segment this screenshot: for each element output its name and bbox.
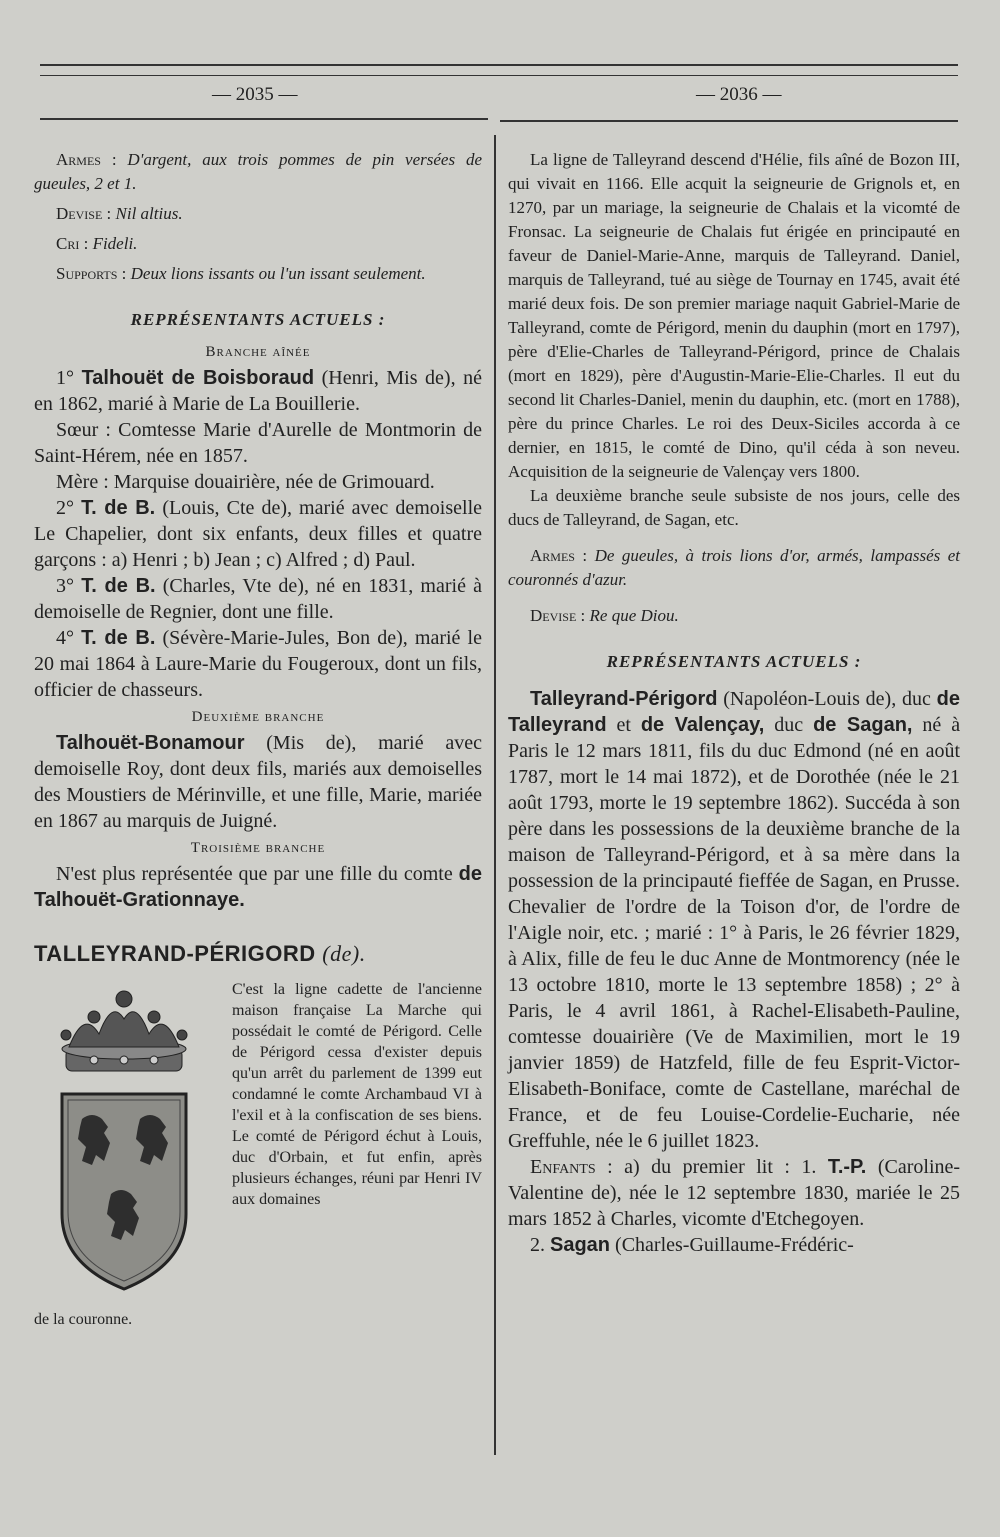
entry-text: (Charles-Guillaume-Frédéric- bbox=[615, 1234, 854, 1256]
entry-2 bbox=[34, 495, 482, 573]
branch-paragraph: La deuxième branche seule subsiste de nos jours, celle des ducs de Talleyrand, de Sagan, etc. bbox=[508, 486, 960, 529]
family-title-suffix: (de). bbox=[322, 941, 366, 966]
entry-name: T. de B. bbox=[81, 575, 156, 597]
entry-number: 4° bbox=[56, 627, 74, 649]
enfants-text: : a) du premier lit : 1. bbox=[607, 1156, 817, 1178]
entry-number: 2° bbox=[56, 497, 74, 519]
enfants-text-b: (Caroline-Valentine de), née le 12 septembre 1830, mariée le 25 mars 1852 à Charles, vicomte d'Etchegoyen. bbox=[508, 1156, 961, 1230]
enfants-entry bbox=[508, 1154, 960, 1232]
last-entry bbox=[508, 1232, 960, 1258]
header-rule-right bbox=[500, 120, 958, 122]
enfants-label: Enfants bbox=[530, 1156, 596, 1178]
section-heading: REPRÉSENTANTS ACTUELS : bbox=[130, 310, 386, 329]
entry-conjunction: et bbox=[616, 714, 631, 736]
top-rule bbox=[40, 64, 958, 66]
devise-label: Devise bbox=[530, 606, 577, 625]
armes-label: Armes bbox=[56, 150, 101, 169]
family-title bbox=[34, 941, 482, 967]
entry-text: (Charles, Vte de), né en 1831, marié à demoiselle de Regnier, dont une fille. bbox=[34, 575, 483, 623]
entry-branch-2 bbox=[34, 730, 482, 834]
header-rule-left bbox=[40, 118, 488, 120]
armes-text: De gueules, à trois lions d'or, armés, lampassés et couronnés d'azur. bbox=[508, 546, 960, 589]
entry-name: T. de B. bbox=[81, 627, 156, 649]
page-number-right: — 2036 — bbox=[696, 84, 782, 105]
armes-label: Armes bbox=[530, 546, 575, 565]
armes-line-right: Armes : De gueules, à trois lions d'or, armés, lampassés et couronnés d'azur. bbox=[508, 546, 960, 589]
entry-text: (Napoléon-Louis de), duc bbox=[723, 688, 931, 710]
entry-number: 2. bbox=[530, 1234, 545, 1256]
supports-line: Supports : Deux lions issants ou l'un issant seulement. bbox=[56, 264, 426, 283]
entry-text: (Louis, Cte de), marié avec demoiselle Le Chapelier, dont six enfants, deux filles et quatre garçons : a) Henri ; b) Jean ; c) Alfred ; d) Paul. bbox=[34, 497, 483, 571]
entry-title-3: de Sagan, bbox=[813, 714, 913, 736]
right-column bbox=[508, 148, 960, 1258]
supports-label: Supports bbox=[56, 264, 118, 283]
entry-name: T. de B. bbox=[81, 497, 156, 519]
entry-word: duc bbox=[774, 714, 804, 736]
entry-text: (Henri, Mis de), né en 1862, marié à Marie de La Bouillerie. bbox=[34, 367, 483, 415]
entry-1 bbox=[34, 365, 482, 417]
entry-name: Talleyrand-Périgord bbox=[530, 688, 718, 710]
history-paragraph: La ligne de Talleyrand descend d'Hélie, fils aîné de Bozon III, qui vivait en 1166. Elle acquit la seigneurie de Grignols et, en 1270, par un mariage, la seigneurie de Chalais et la vicomté de Fronsac. La seigneurie de Chalais fut érigée en principauté en faveur de Daniel-Marie-Anne, marquis de Talleyrand. Daniel, marquis de Talleyrand, tué au siège de Tournay en 1745, avait été marié deux fois. De son premier mariage naquit Gabriel-Marie de Talleyrand, comte de Périgord, menin du dauphin (mort en 1797), père d'Elie-Charles de Talleyrand-Périgord, prince de Chalais (mort en 1829), père d'Augustin-Marie-Elie-Charles. Il eut du second lit Charles-Daniel, menin du dauphin, etc. (mort en 1788), père du prince Charles. Le roi des Deux-Siciles accorda à ce dernier, en 1815, le comté de Dino, qu'il céda à son neveu. Acquisition de la seigneurie de Valençay vers 1800. bbox=[508, 150, 960, 481]
coat-of-arms-text: C'est la ligne cadette de l'ancienne maison française La Marche qui possédait le comté de Périgord. Celle de Périgord cessa d'exister depuis qu'un arrêt du parlement de 1399 eut condamné le comte Archambaud VI à l'exil et à la confiscation de ses biens. Le comté de Périgord échut à Louis, duc d'Orbain, et fut enfin, après plusieurs échanges, réuni par Henri IV aux domaines bbox=[232, 981, 482, 1208]
armes-text: D'argent, aux trois pommes de pin versées de gueules, 2 et 1. bbox=[34, 150, 482, 193]
entry-text: N'est plus représentée que par une fille du comte bbox=[56, 863, 453, 885]
entry-text: (Sévère-Marie-Jules, Bon de), marié le 20 mai 1864 à Laure-Marie du Fougeroux, dont un fils, officier de chasseurs. bbox=[34, 627, 482, 701]
cri-text: Fideli. bbox=[92, 234, 138, 253]
entry-number: 3° bbox=[56, 575, 74, 597]
devise-line-right: Devise : Re que Diou. bbox=[530, 606, 679, 625]
coat-of-arms-caption: de la couronne. bbox=[34, 1311, 133, 1328]
branch-heading-1: Branche aînée bbox=[205, 344, 311, 360]
cri-line: Cri : Fideli. bbox=[56, 234, 138, 253]
page-number-left: — 2035 — bbox=[212, 84, 298, 105]
entry-name: de Talhouët-Grationnaye. bbox=[34, 863, 483, 911]
branch-heading-2: Deuxième branche bbox=[191, 709, 325, 725]
family-title-text: TALLEYRAND-PÉRIGORD bbox=[34, 941, 316, 966]
branch-heading-3: Troisième branche bbox=[190, 840, 326, 856]
column-divider bbox=[494, 135, 496, 1455]
entry-1-mere: Mère : Marquise douairière, née de Grimouard. bbox=[56, 471, 435, 493]
entry-name: Talhouët-Bonamour bbox=[56, 732, 245, 754]
entry-3 bbox=[34, 573, 482, 625]
entry-number: 1° bbox=[56, 367, 74, 389]
supports-text: Deux lions issants ou l'un issant seulement. bbox=[130, 264, 426, 283]
coat-of-arms-icon bbox=[34, 979, 219, 1309]
entry-name: Talhouët de Boisboraud bbox=[81, 367, 315, 389]
main-entry bbox=[508, 686, 960, 1154]
section-heading-right: REPRÉSENTANTS ACTUELS : bbox=[606, 652, 862, 671]
top-rule-2 bbox=[40, 75, 958, 76]
entry-name: Sagan bbox=[550, 1234, 611, 1256]
coat-of-arms-block bbox=[34, 979, 482, 1309]
entry-text: (Mis de), marié avec demoiselle Roy, dont deux fils, mariés aux demoiselles des Moustiers de Mérinville, et une fille, Marie, mariée en 1867 au marquis de Juigné. bbox=[34, 732, 482, 832]
devise-text: Nil altius. bbox=[115, 204, 183, 223]
devise-text: Re que Diou. bbox=[589, 606, 679, 625]
devise-line: Devise : Nil altius. bbox=[56, 204, 183, 223]
cri-label: Cri bbox=[56, 234, 80, 253]
entry-branch-3 bbox=[34, 861, 482, 913]
left-column bbox=[34, 148, 482, 1329]
entry-title-2: de Valençay, bbox=[640, 714, 765, 736]
devise-label: Devise bbox=[56, 204, 103, 223]
entry-text-b: né à Paris le 12 mars 1811, fils du duc Edmond (né en août 1787, mort le 14 mai 1872), et de Dorothée (née le 21 août 1793, morte le 19 septembre 1862). Succéda à son père dans les possessions de la deuxième branche de la maison de Talleyrand-Périgord, et à sa mère dans la possession de la principauté fieffée de Sagan, en Prusse. Chevalier de l'ordre de la Toison d'or, de l'ordre de l'Aigle noir, etc. ; marié : 1° à Paris, le 26 février 1829, à Alix, fille de feu le duc Anne de Montmorency (née le 13 octobre 1810, morte le 13 septembre 1858) ; 2° à Paris, le 4 avril 1861, à Rachel-Elisabeth-Pauline, comtesse douairière (Ve de Maximilien, mort le 19 janvier 1859) de Hatzfeld, fille de feu Esprit-Victor-Elisabeth-Boniface, comte de Castellane, maréchal de France, et de feu Louise-Cordelie-Eucharie, née Greffuhle, née le 6 juillet 1823. bbox=[508, 714, 961, 1152]
entry-1-soeur: Sœur : Comtesse Marie d'Aurelle de Montmorin de Saint-Hérem, née en 1857. bbox=[34, 419, 482, 467]
enfants-name: T.-P. bbox=[827, 1156, 867, 1178]
entry-title-1: de Talleyrand bbox=[508, 688, 961, 736]
armes-line: Armes : D'argent, aux trois pommes de pin versées de gueules, 2 et 1. bbox=[34, 150, 482, 193]
entry-4 bbox=[34, 625, 482, 703]
